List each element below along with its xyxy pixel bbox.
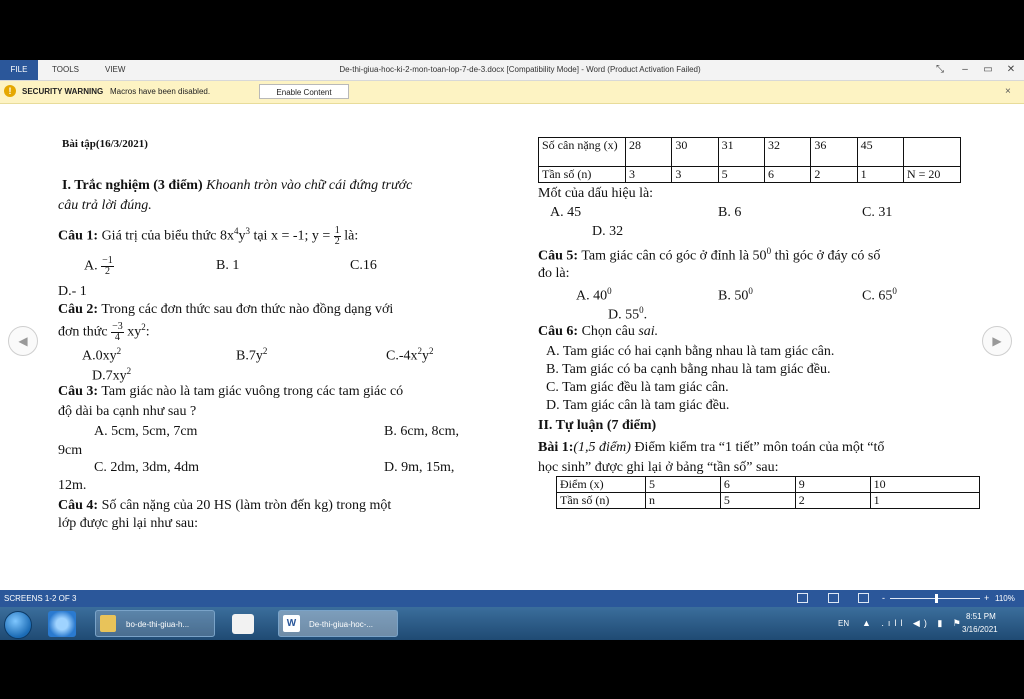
system-tray-icons[interactable]: ▲ .ıll ◀) ▮ ⚑ [862,618,965,628]
q1-option-a: A. $\frac{-1}{2}$ [84,255,113,277]
q6-option-b: B. Tam giác có ba cạnh bằng nhau là tam giác đều. [546,362,831,377]
table-cell: N = 20 [904,167,961,183]
q4-mode-question: Mốt của dấu hiệu là: [538,186,654,201]
security-warning-message: Macros have been disabled. [110,87,211,96]
table-cell: 32 [764,138,810,167]
table-cell [904,138,961,167]
start-button[interactable] [4,611,32,639]
q1-exp: 4 [233,226,239,237]
q6-option-a: A. Tam giác có hai cạnh bằng nhau là tam giác cân. [546,344,835,359]
table-row [557,493,980,509]
q6-option-c: C. Tam giác đều là tam giác cân. [546,380,729,395]
close-warning-icon[interactable]: × [1005,86,1011,97]
q3-option-b: B. 6cm, 8cm, [384,424,460,439]
question-2-label: Câu 2: [58,302,99,317]
q2-text: Trong các đơn thức sau đơn thức nào đồng dạng với [101,302,394,317]
table-cell: 36 [811,138,857,167]
q5-option-a: A. $40^0$ [576,286,612,304]
restore-ribbon-icon[interactable]: ⤡ [936,64,944,75]
web-layout-icon[interactable] [858,593,869,603]
table-cell: 2 [811,167,857,183]
question-6: Câu 6: Chọn câu sai. [538,324,659,339]
table-header-cell: Số cân nặng (x) [539,138,626,167]
table-cell: 30 [672,138,718,167]
media-player-icon[interactable] [232,614,254,634]
exercise-heading: Bài tập(16/3/2021) [62,138,148,150]
q2-fraction: $\frac{-3}{4}$ [112,321,123,343]
clock-date[interactable]: 3/16/2021 [962,625,998,634]
exercise-1: Bài 1:(1,5 điểm) Điểm kiểm tra “1 tiết” môn toán của một “tổ [538,440,885,455]
q2-option-d: $D.7xy^2$ [92,366,132,384]
question-1 [58,226,358,247]
table-header-cell: Tần số (n) [557,493,646,509]
exercise-1-label: Bài 1: [538,440,574,455]
section2-title: II. Tự luận (7 điểm) [538,418,657,433]
q3-option-d: D. 9m, 15m, [384,460,455,475]
q1-option-c: C.16 [350,258,377,273]
read-mode-icon[interactable] [797,593,808,603]
table-row [557,477,980,493]
table-cell: n [646,493,721,509]
q1-text: y [238,228,246,244]
taskbar-task-label: De-thi-giua-hoc-... [309,620,374,629]
q3-option-b-cont: 9cm [58,443,83,458]
question-1-label: Câu 1: [58,228,99,244]
table-cell: 45 [857,138,903,167]
security-warning-bar [0,81,1024,104]
tools-menu[interactable]: TOOLS [52,65,79,74]
table-cell: 1 [857,167,903,183]
word-icon: W [283,615,300,632]
question-4-cont: lớp được ghi lại như sau: [58,516,199,531]
q4-option-b: B. 6 [718,205,742,220]
print-layout-icon[interactable] [828,593,839,603]
table-header-cell: Điểm (x) [557,477,646,493]
q1-text: tại x = -1; y = [249,228,334,244]
question-4-label: Câu 4: [58,498,99,513]
q2-option-c: $C.-4x^2y^2$ [386,346,434,364]
table-row [539,138,961,167]
question-5-label: Câu 5: [538,248,579,264]
taskbar [0,607,1024,640]
question-3-cont: độ dài ba cạnh như sau ? [58,404,197,419]
q1-option-b: B. 1 [216,258,240,273]
zoom-slider-thumb[interactable] [935,594,938,603]
previous-screen-icon[interactable]: ◀ [8,326,38,356]
table-cell: 10 [870,477,979,493]
q1-fraction: $\frac{1}{2}$ [334,225,340,247]
question-3: Câu 3: Tam giác nào là tam giác vuông trong các tam giác có [58,384,404,399]
q4-option-c: C. 31 [862,205,893,220]
q1-exp: 3 [245,226,250,237]
q1-text: Giá trị của biểu thức 8x [101,228,234,244]
table-cell: 31 [718,138,764,167]
table-cell: 5 [720,493,795,509]
q2-option-a: $A.0xy^2$ [82,346,122,364]
table-cell: 9 [795,477,870,493]
section1-line1 [62,178,412,194]
maximize-button[interactable]: ▭ [983,64,993,75]
q3-option-d-cont: 12m. [58,478,87,493]
document-canvas[interactable] [0,104,1024,590]
q1-option-d: D.- 1 [58,284,87,299]
minimize-button[interactable]: – [962,64,968,75]
q5-option-d: D. $55^0$. [608,305,648,323]
q5-option-b: B. $50^0$ [718,286,753,304]
table-cell: 28 [626,138,672,167]
question-3-label: Câu 3: [58,384,99,399]
enable-content-button[interactable]: Enable Content [259,84,349,99]
weight-frequency-table [538,137,961,183]
taskbar-explorer-window[interactable] [95,610,215,637]
next-screen-icon[interactable]: ▶ [982,326,1012,356]
taskbar-task-label: bo-de-thi-giua-h... [126,620,190,629]
security-warning-label: SECURITY WARNING [22,87,104,96]
score-frequency-table [556,476,980,509]
section1-instruction: Khoanh tròn vào chữ cái đứng trước [206,178,413,193]
window-title: De-thi-giua-hoc-ki-2-mon-toan-lop-7-de-3.docx [Compatibility Mode] - Word (Product Activation Failed) [339,65,701,74]
q5-option-c: C. $65^0$ [862,286,897,304]
exercise-1-cont: học sinh” được ghi lại ở bảng “tần số” sau: [538,460,779,475]
table-cell: 3 [626,167,672,183]
question-6-label: Câu 6: [538,324,579,339]
table-header-cell: Tần số (n) [539,167,626,183]
table-cell: 5 [718,167,764,183]
q4-option-a: A. 45 [550,205,582,220]
status-bar [0,590,1024,607]
screen-indicator: SCREENS 1-2 OF 3 [4,594,77,603]
question-5-cont: đo là: [538,266,570,281]
language-indicator[interactable]: EN [838,619,850,628]
warning-icon: ! [4,85,16,97]
folder-icon [100,615,116,632]
table-cell: 6 [720,477,795,493]
zoom-level[interactable]: 110% [995,594,1015,603]
zoom-in-button[interactable]: + [984,593,990,603]
table-cell: 1 [870,493,979,509]
table-cell: 6 [764,167,810,183]
question-4: Câu 4: Số cân nặng của 20 HS (làm tròn đến kg) trong một [58,498,392,513]
q1-option-a-fraction: $\frac{-1}{2}$ [102,255,113,277]
table-cell: 3 [672,167,718,183]
file-tab[interactable]: FILE [0,60,38,80]
close-button[interactable]: ✕ [1006,64,1016,75]
question-2-cont: đơn thức $\frac{-3}{4}$ $xy^2$: [58,321,150,343]
q2-option-b: $B.7y^2$ [236,346,268,364]
q4-option-d: D. 32 [592,224,624,239]
question-5: Câu 5: Tam giác cân có góc ở đỉnh là $50^0$ thì góc ở đáy có số [538,246,881,264]
title-bar [0,60,1024,81]
q3-option-a: A. 5cm, 5cm, 7cm [94,424,198,439]
internet-explorer-icon[interactable] [48,611,76,637]
section1-instruction-cont: câu trả lời đúng. [58,198,152,213]
table-cell: 2 [795,493,870,509]
q3-option-c: C. 2dm, 3dm, 4dm [94,460,200,475]
q1-text: là: [340,228,359,244]
section1-title: I. Trắc nghiệm (3 điểm) [62,178,203,193]
question-2 [58,302,393,318]
zoom-out-button[interactable]: - [882,593,885,603]
view-menu[interactable]: VIEW [105,65,126,74]
table-row [539,167,961,183]
clock-time[interactable]: 8:51 PM [966,612,996,621]
table-cell: 5 [646,477,721,493]
q6-option-d: D. Tam giác cân là tam giác đều. [546,398,730,413]
taskbar-word-window[interactable] [278,610,398,637]
